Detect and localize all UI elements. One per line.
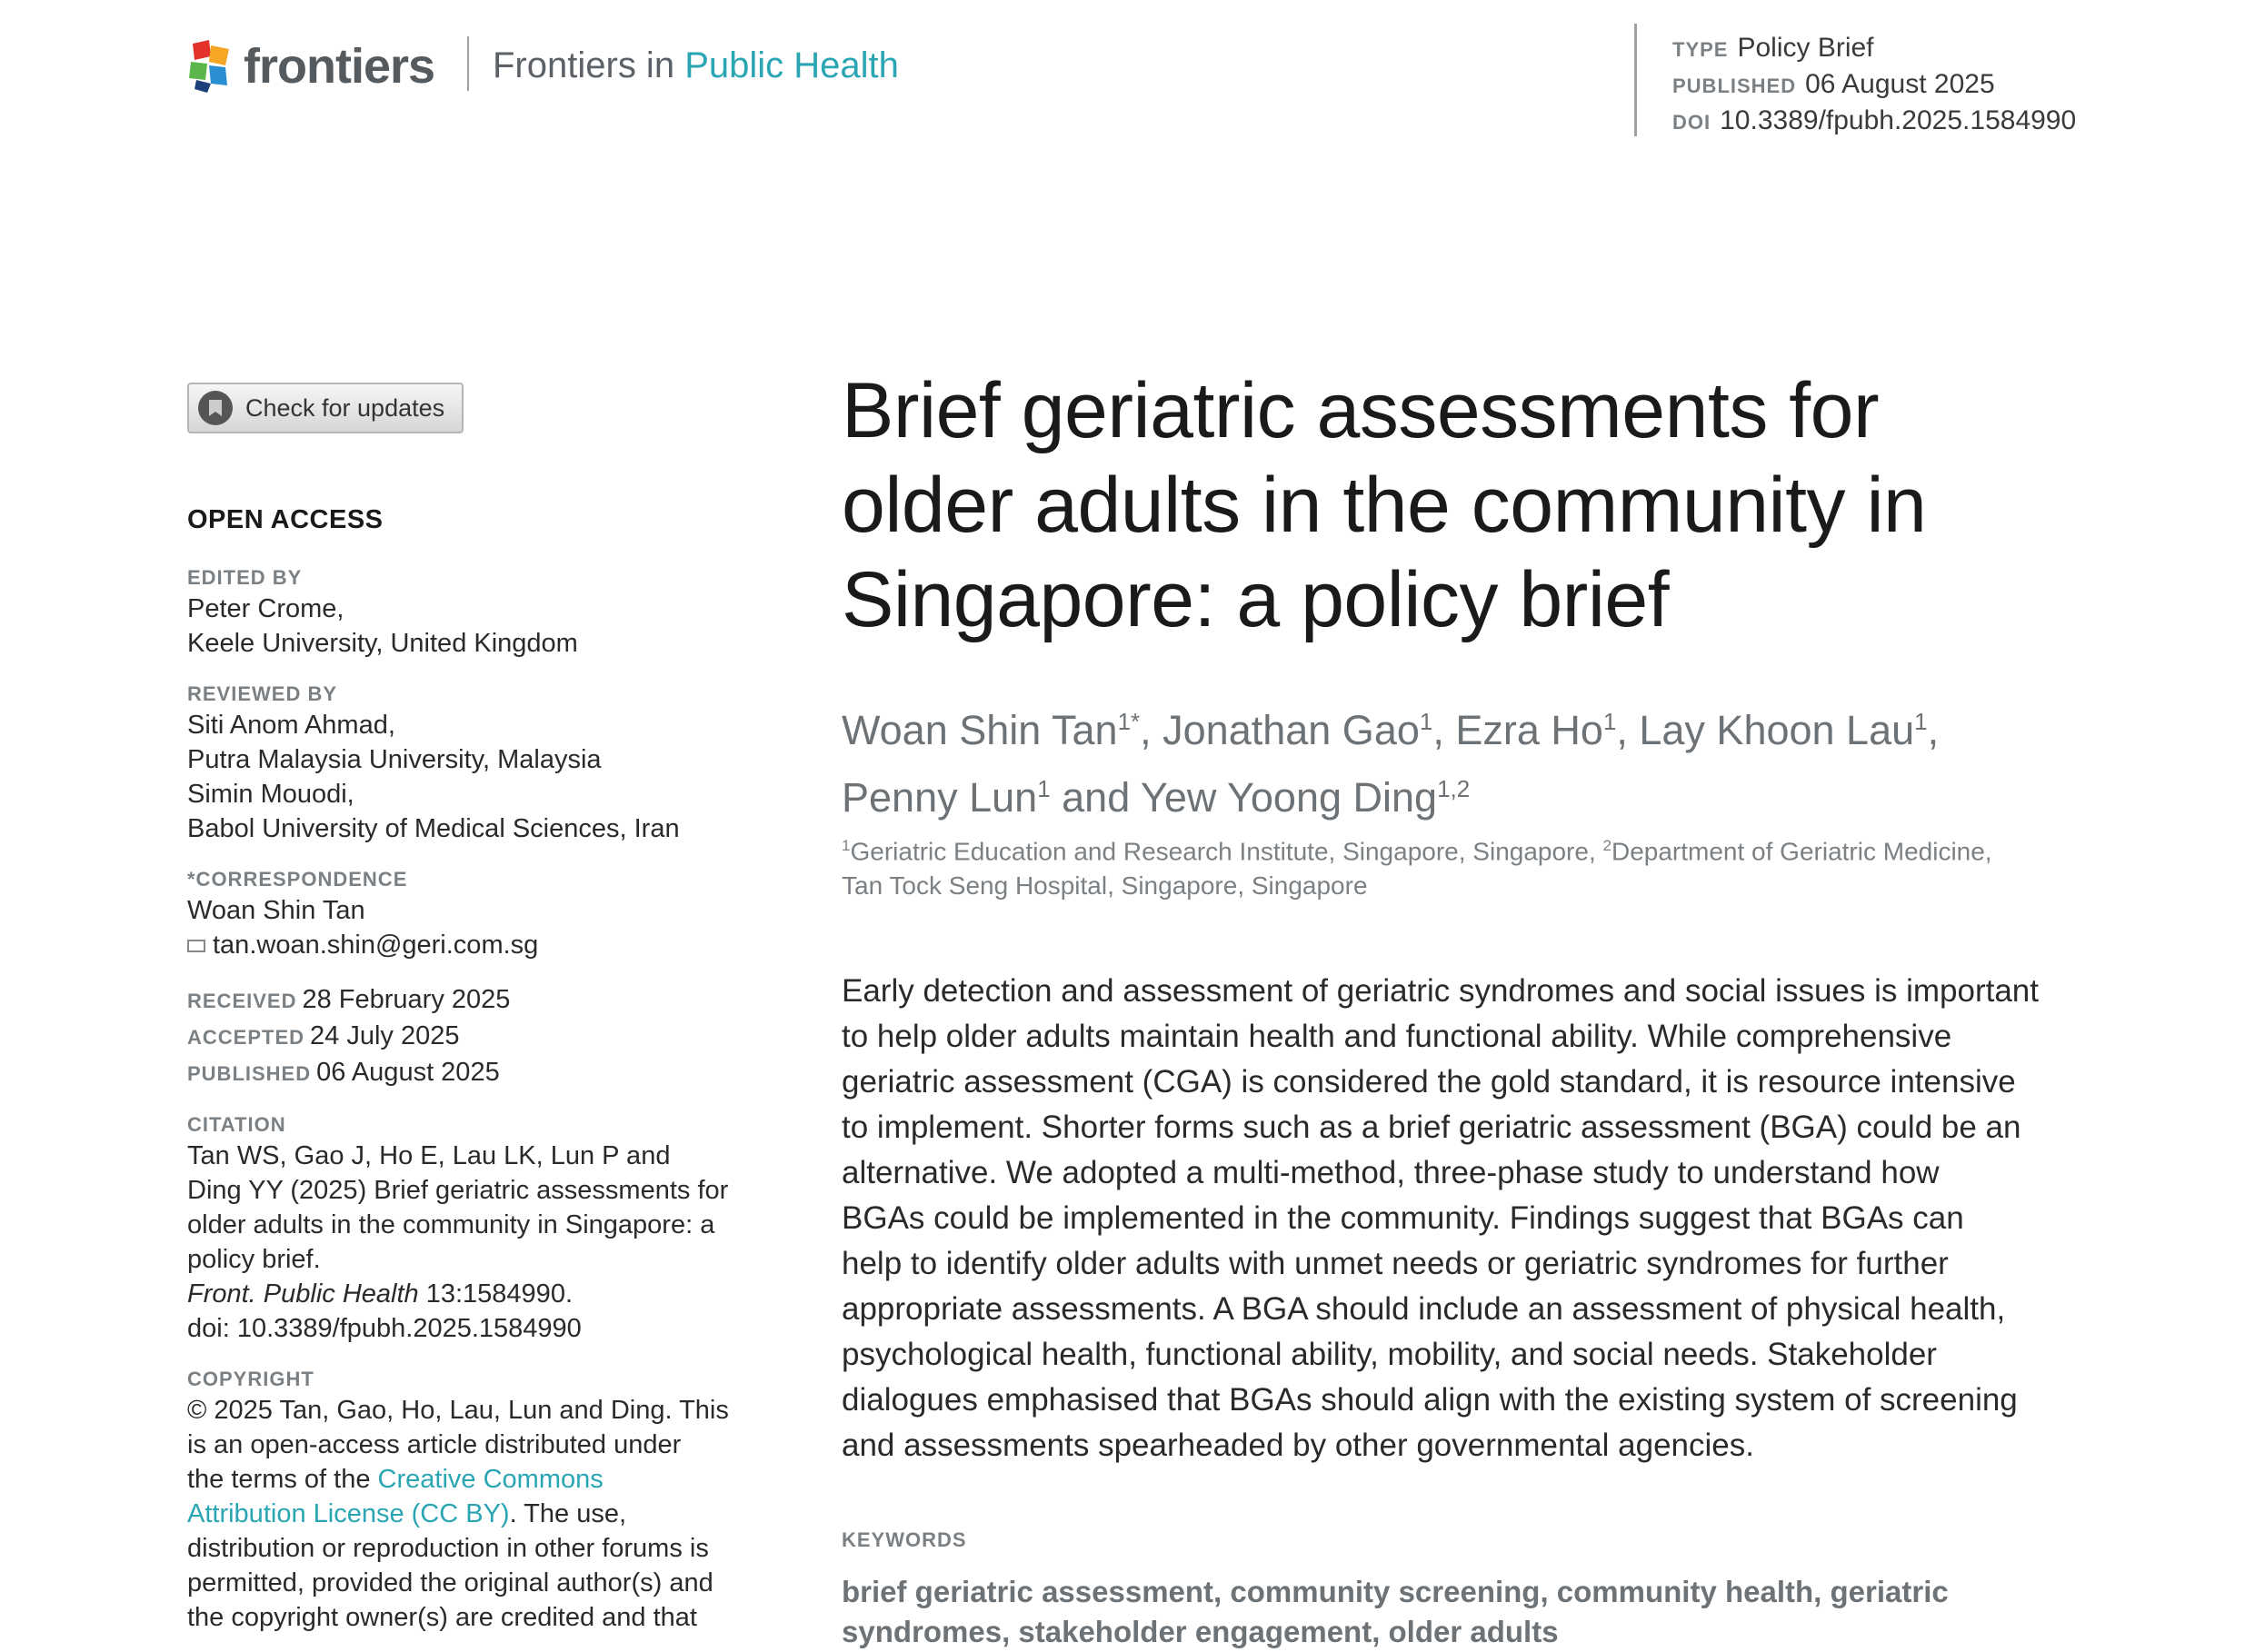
type-key: TYPE	[1672, 38, 1729, 61]
accepted-key: ACCEPTED	[187, 1026, 305, 1049]
author-affil-sup: 1	[1037, 775, 1051, 802]
article-title	[842, 363, 2096, 647]
title-line: Singapore: a policy brief	[842, 556, 1670, 643]
affil-sup: 1	[842, 837, 851, 854]
abstract-line: alternative. We adopted a multi-method, three-phase study to understand how	[842, 1155, 1940, 1190]
abstract-line: to help older adults maintain health and functional ability. While comprehensive	[842, 1019, 1952, 1054]
title-line: older adults in the community in	[842, 462, 1927, 549]
license-link[interactable]: Creative Commons	[377, 1465, 604, 1494]
published-key: PUBLISHED	[187, 1062, 312, 1085]
copyright-text: . The use,	[509, 1499, 627, 1528]
copyright-line: the copyright owner(s) are credited and that	[187, 1603, 697, 1632]
abstract-line: help to identify older adults with unmet needs or geriatric syndromes for further	[842, 1246, 1949, 1281]
author-name[interactable]: Penny Lun	[842, 774, 1038, 821]
sidebar	[187, 505, 769, 1635]
published-key: PUBLISHED	[1672, 75, 1797, 97]
published-value: 06 August 2025	[316, 1058, 500, 1087]
keywords-line: brief geriatric assessment, community screening, community health, geriatric	[842, 1575, 1949, 1608]
keywords	[842, 1572, 2078, 1652]
frontiers-logo-icon	[187, 40, 234, 93]
published-value: 06 August 2025	[1805, 69, 1995, 99]
citation-heading: CITATION	[187, 1113, 286, 1136]
meta-divider	[1634, 24, 1637, 136]
correspondence-email[interactable]: tan.woan.shin@geri.com.sg	[213, 930, 539, 960]
abstract-line: geriatric assessment (CGA) is considered the gold standard, it is resource intensive	[842, 1064, 2016, 1100]
correspondence-email-row[interactable]	[187, 928, 769, 962]
copyright-line: permitted, provided the original author(s) and	[187, 1568, 713, 1597]
accepted-value: 24 July 2025	[310, 1021, 460, 1050]
copyright-line	[187, 1497, 769, 1531]
received-value: 28 February 2025	[302, 985, 511, 1014]
keywords-line: syndromes, stakeholder engagement, older adults	[842, 1615, 1559, 1648]
citation-journal: Front. Public Health	[187, 1279, 419, 1309]
author-affil-sup: 1,2	[1437, 775, 1471, 802]
abstract-line: Early detection and assessment of geriatric syndromes and social issues is important	[842, 973, 2039, 1009]
citation-line: Ding YY (2025) Brief geriatric assessments for	[187, 1176, 729, 1205]
author-name[interactable]: , Jonathan Gao	[1140, 707, 1420, 753]
author-affil-sup: 1	[1419, 708, 1433, 735]
journal-prefix: Frontiers in	[493, 45, 675, 85]
abstract-line: appropriate assessments. A BGA should include an assessment of physical health,	[842, 1291, 2006, 1327]
edited-by-heading: EDITED BY	[187, 566, 303, 589]
affil-sup: 2	[1602, 837, 1611, 854]
author-name[interactable]: , Lay Khoon Lau	[1616, 707, 1915, 753]
abstract-line: dialogues emphasised that BGAs should align with the existing system of screening	[842, 1382, 2018, 1418]
abstract-line: and assessments spearheaded by other governmental agencies.	[842, 1428, 1754, 1463]
author-affil-sup: 1	[1914, 708, 1928, 735]
copyright-heading: COPYRIGHT	[187, 1368, 314, 1390]
correspondence-heading: *CORRESPONDENCE	[187, 868, 408, 891]
reviewer-name: Siti Anom Ahmad,	[187, 711, 395, 740]
author-affil-sup: 1*	[1117, 708, 1141, 735]
author-affil-sup: 1	[1602, 708, 1617, 735]
copyright-text: the terms of the	[187, 1465, 378, 1494]
abstract-line: BGAs could be implemented in the community. Findings suggest that BGAs can	[842, 1200, 1964, 1236]
author-name[interactable]: , Ezra Ho	[1432, 707, 1603, 753]
journal-name[interactable]	[493, 45, 899, 86]
article-meta	[1672, 31, 2076, 140]
reviewer-affiliation: Putra Malaysia University, Malaysia	[187, 745, 602, 774]
citation-line: older adults in the community in Singapore: a	[187, 1210, 715, 1239]
affiliation: Tan Tock Seng Hospital, Singapore, Singapore	[842, 871, 1368, 901]
abstract-line: psychological health, functional ability, mobility, and social needs. Stakeholder	[842, 1337, 1937, 1372]
affiliations	[842, 829, 2096, 903]
citation-line: Tan WS, Gao J, Ho E, Lau LK, Lun P and	[187, 1141, 671, 1170]
header-divider	[467, 36, 469, 91]
editor-name: Peter Crome,	[187, 594, 344, 623]
citation-line: policy brief.	[187, 1245, 321, 1274]
reviewer-name: Simin Mouodi,	[187, 780, 354, 809]
copyright-line: distribution or reproduction in other forums is	[187, 1534, 709, 1563]
check-for-updates-button[interactable]	[187, 383, 464, 433]
copyright-line	[187, 1462, 769, 1497]
author-list	[842, 692, 2114, 827]
editor-affiliation: Keele University, United Kingdom	[187, 629, 578, 658]
doi-key: DOI	[1672, 111, 1711, 134]
mail-icon	[187, 940, 205, 952]
citation-doi[interactable]: doi: 10.3389/fpubh.2025.1584990	[187, 1314, 582, 1343]
keywords-heading: KEYWORDS	[842, 1528, 967, 1551]
copyright-line: is an open-access article distributed under	[187, 1430, 682, 1459]
affiliation: Department of Geriatric Medicine,	[1611, 837, 1992, 866]
author-name[interactable]: Woan Shin Tan	[842, 707, 1118, 753]
received-key: RECEIVED	[187, 990, 297, 1012]
author-separator: ,	[1927, 707, 1940, 753]
license-link[interactable]: Attribution License (CC BY)	[187, 1499, 510, 1528]
reviewed-by-heading: REVIEWED BY	[187, 682, 338, 705]
frontiers-logo[interactable]	[187, 36, 434, 96]
affiliation: Geriatric Education and Research Institute, Singapore, Singapore,	[850, 837, 1603, 866]
citation-volume: 13:1584990.	[418, 1279, 573, 1309]
author-name[interactable]: and Yew Yoong Ding	[1050, 774, 1438, 821]
open-access-label: OPEN ACCESS	[187, 505, 384, 534]
citation-journal-line	[187, 1277, 769, 1311]
type-value: Policy Brief	[1737, 33, 1874, 63]
abstract-line: to implement. Shorter forms such as a brief geriatric assessment (BGA) could be an	[842, 1110, 2021, 1145]
journal-title: Public Health	[684, 45, 899, 85]
bookmark-icon	[198, 391, 233, 425]
reviewer-affiliation: Babol University of Medical Sciences, Iran	[187, 814, 680, 843]
title-line: Brief geriatric assessments for	[842, 367, 1880, 454]
dates-block	[187, 982, 769, 1091]
doi-value[interactable]: 10.3389/fpubh.2025.1584990	[1720, 105, 2077, 135]
check-for-updates-label: Check for updates	[245, 393, 445, 422]
copyright-line: © 2025 Tan, Gao, Ho, Lau, Lun and Ding. This	[187, 1396, 729, 1425]
abstract	[842, 969, 2078, 1468]
logo-wordmark: frontiers	[244, 39, 435, 94]
correspondence-name: Woan Shin Tan	[187, 896, 365, 925]
